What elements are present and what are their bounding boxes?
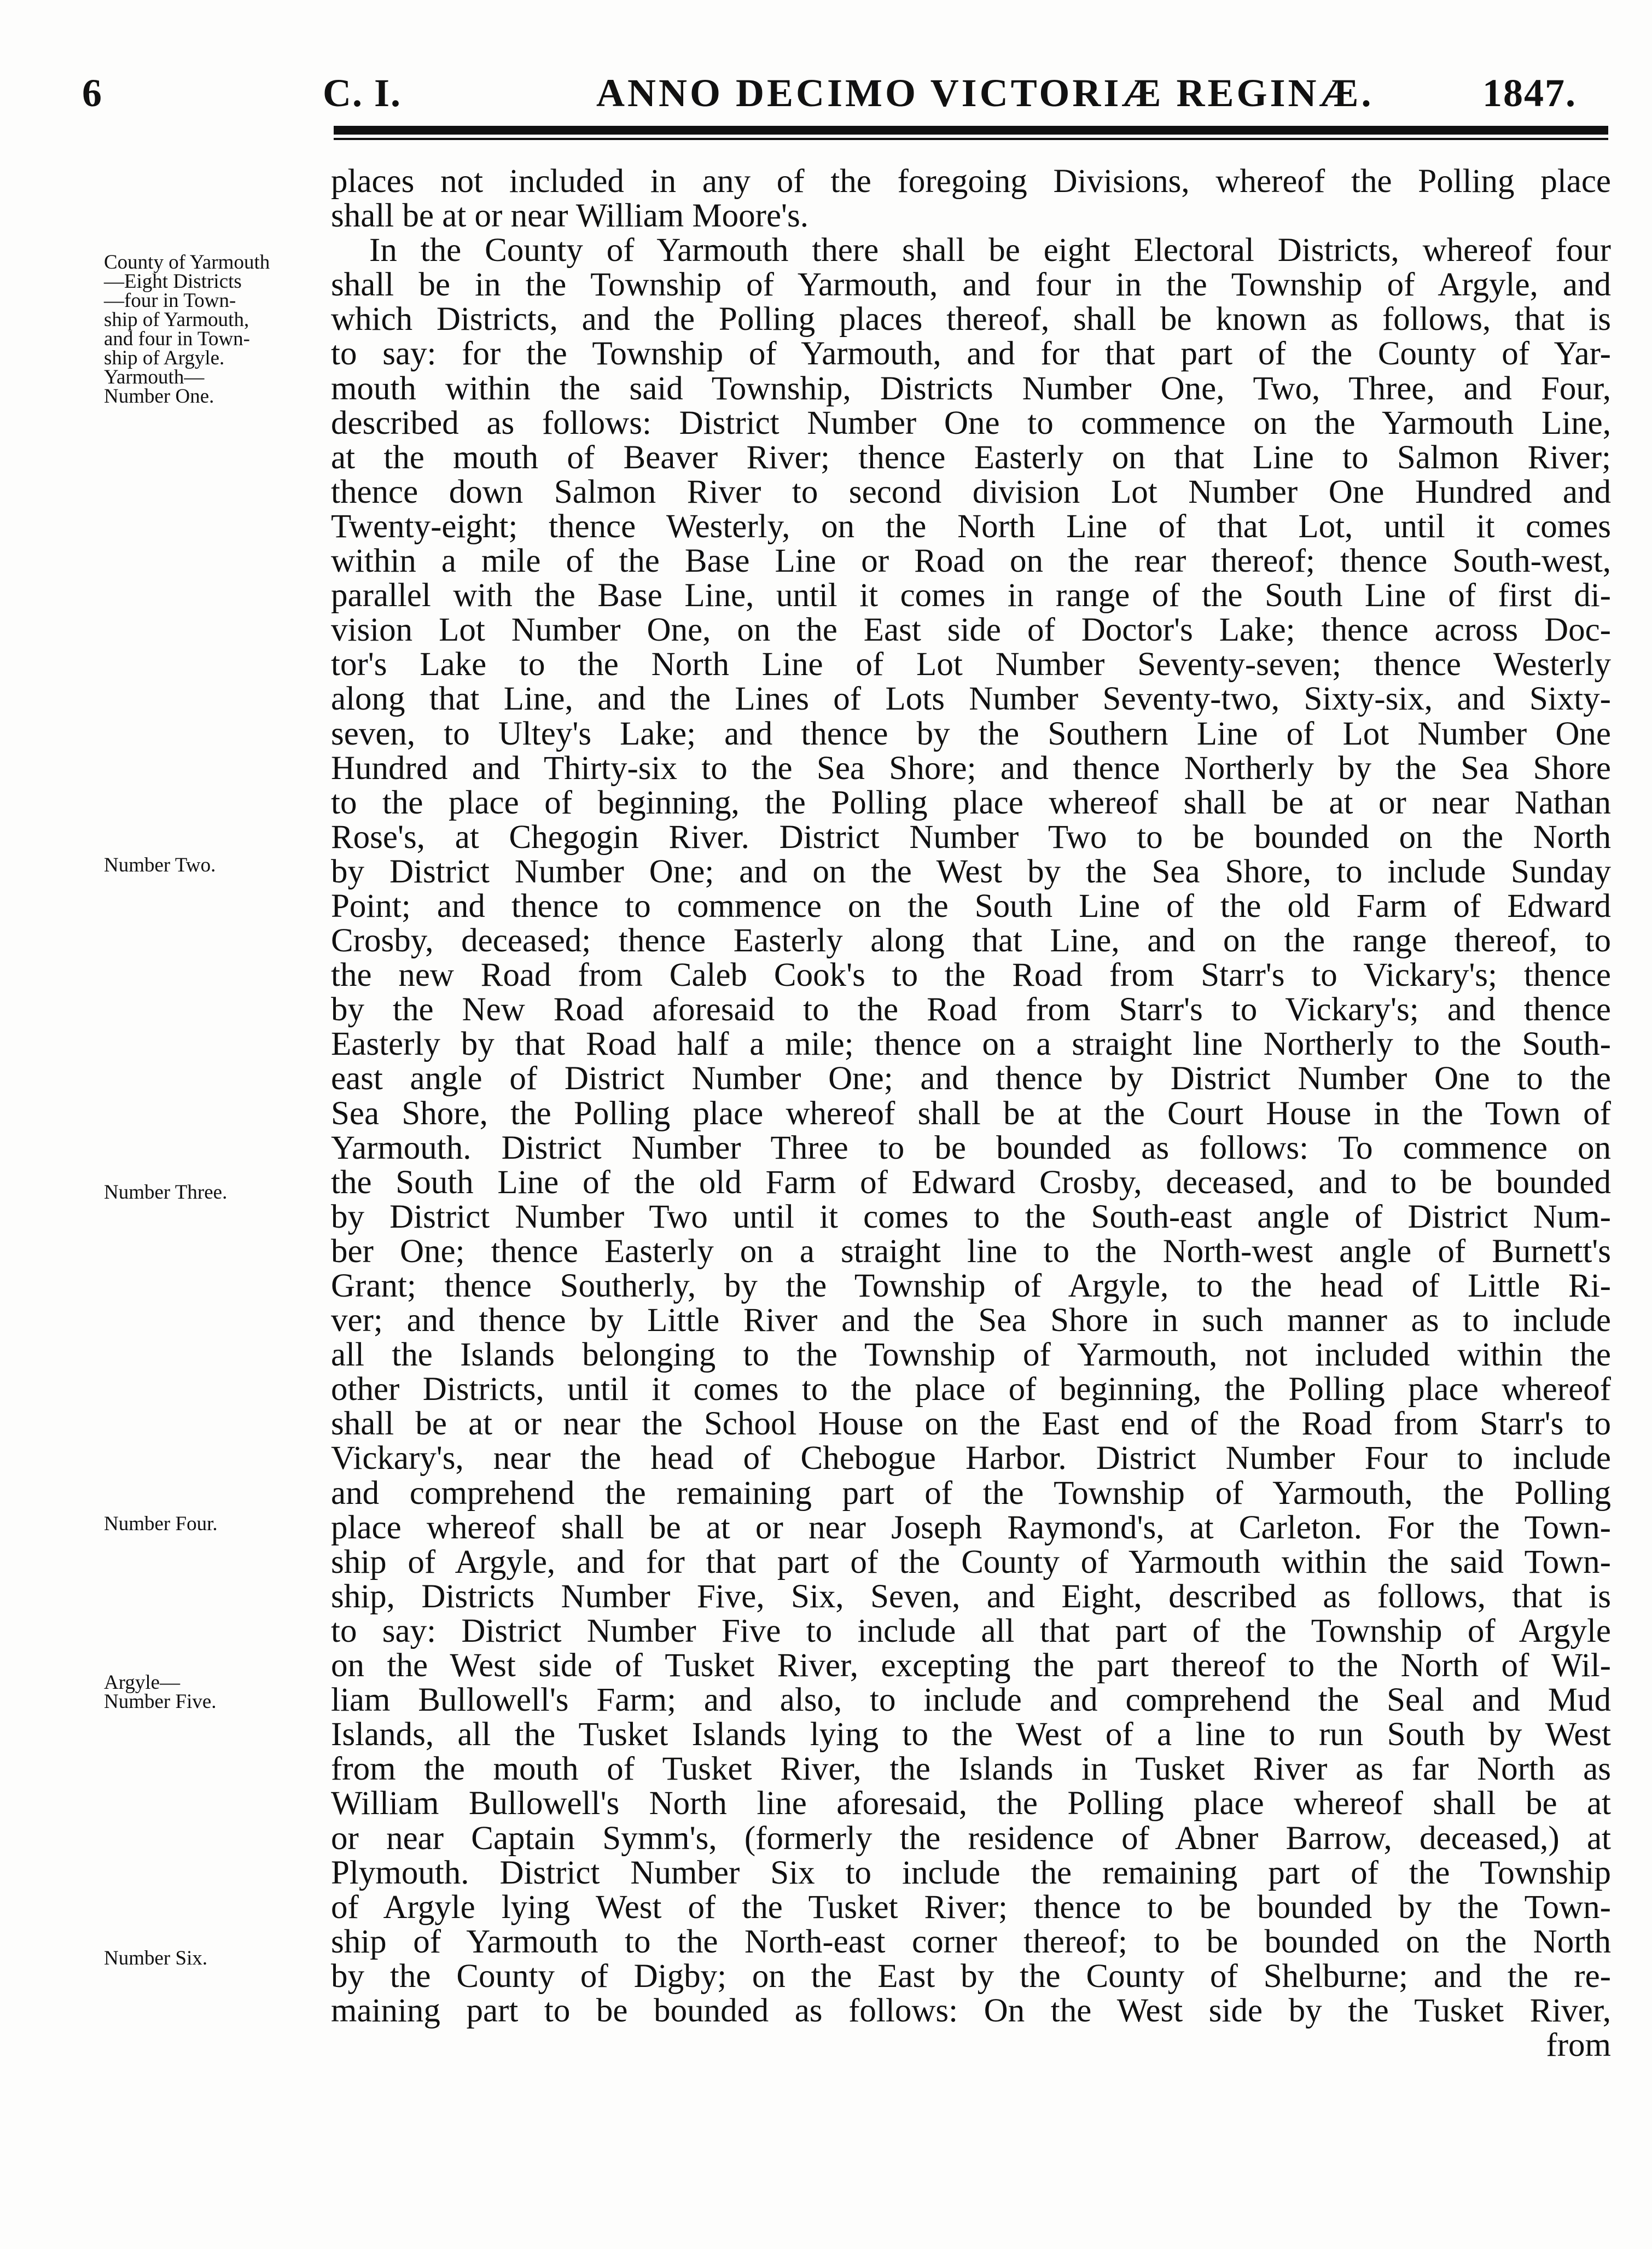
text-line: ship of Yarmouth to the North-east corner thereof; to be bounded on the North [331,1923,1611,1960]
text-line: Sea Shore, the Polling place whereof shall be at the Court House in the Town of [331,1095,1611,1132]
text-line: Point; and thence to commence on the South Line of the old Farm of Edward [331,887,1611,925]
body-text [331,164,1611,2062]
text-line: to say: for the Township of Yarmouth, and for that part of the County of Yar- [331,335,1611,373]
header-year: 1847. [1482,71,1577,115]
text-line: thence down Salmon River to second division Lot Number One Hundred and [331,473,1611,510]
text-line: Rose's, at Chegogin River. District Number Two to be bounded on the North [331,818,1611,856]
margin-notes [0,0,328,2249]
text-line: mouth within the said Township, Districts Number One, Two, Three, and Four, [331,370,1611,407]
text-line: at the mouth of Beaver River; thence Easterly on that Line to Salmon River; [331,439,1611,476]
text-line: place whereof shall be at or near Joseph Raymond's, at Carleton. For the Town- [331,1509,1611,1546]
running-title: ANNO DECIMO VICTORIÆ REGINÆ. [596,71,1374,115]
text-line: the South Line of the old Farm of Edward Crosby, deceased, and to be bounded [331,1164,1611,1201]
text-line: all the Islands belonging to the Township of Yarmouth, not included within the [331,1336,1611,1374]
text-line: maining part to be bounded as follows: On the West side by the Tusket River, [331,1992,1611,2029]
page-number: 6 [82,71,103,115]
text-line: ship of Argyle, and for that part of the County of Yarmouth within the said Town- [331,1543,1611,1580]
text-line: shall be in the Township of Yarmouth, and four in the Township of Argyle, and [331,266,1611,304]
text-line: Plymouth. District Number Six to include the remaining part of the Township [331,1854,1611,1891]
text-line: William Bullowell's North line aforesaid, the Polling place whereof shall be at [331,1785,1611,1822]
text-line: Vickary's, near the head of Chebogue Harbor. District Number Four to include [331,1440,1611,1477]
text-line: ver; and thence by Little River and the Sea Shore in such manner as to include [331,1302,1611,1339]
margin-note-argyle-number-five: Argyle— Number Five. [104,1671,217,1713]
text-line: to say: District Number Five to include all that part of the Township of Argyle [331,1612,1611,1649]
text-line: places not included in any of the foregoing Divisions, whereof the Polling place [331,163,1611,200]
text-line: by the County of Digby; on the East by the County of Shelburne; and the re- [331,1957,1611,1995]
text-line: by District Number Two until it comes to the South-east angle of District Num- [331,1198,1611,1235]
text-line: on the West side of Tusket River, excepting the part thereof to the North of Wil- [331,1647,1611,1684]
text-line: shall be at or near William Moore's. [331,197,809,235]
text-line: vision Lot Number One, on the East side of Doctor's Lake; thence across Doc- [331,612,1611,649]
text-line: which Districts, and the Polling places thereof, shall be known as follows, that is [331,301,1611,338]
text-line: Crosby, deceased; thence Easterly along that Line, and on the range thereof, to [331,922,1611,960]
text-line: the new Road from Caleb Cook's to the Road from Starr's to Vickary's; thence [331,957,1611,994]
text-line: within a mile of the Base Line or Road on the rear thereof; thence South-west, [331,543,1611,580]
text-line: by District Number One; and on the West by the Sea Shore, to include Sunday [331,853,1611,890]
header-rule-thin [334,138,1608,140]
text-line: Easterly by that Road half a mile; thence on a straight line Northerly to the South- [331,1026,1611,1063]
text-line: seven, to Ultey's Lake; and thence by the Southern Line of Lot Number One [331,715,1611,752]
text-line: tor's Lake to the North Line of Lot Number Seventy-seven; thence Westerly [331,646,1611,683]
text-line: Hundred and Thirty-six to the Sea Shore; and thence Northerly by the Sea Shore [331,749,1611,787]
text-line: ber One; thence Easterly on a straight line to the North-west angle of Burnett's [331,1233,1611,1270]
header-rule-thick [334,126,1608,135]
text-line: by the New Road aforesaid to the Road from Starr's to Vickary's; and thence [331,991,1611,1028]
text-line: Yarmouth. District Number Three to be bounded as follows: To commence on [331,1129,1611,1166]
text-line: Grant; thence Southerly, by the Township of Argyle, to the head of Little Ri- [331,1268,1611,1304]
chapter-reference: C. I. [323,71,402,115]
text-line: parallel with the Base Line, until it comes in range of the South Line of first di- [331,577,1611,614]
text-line: shall be at or near the School House on the East end of the Road from Starr's to [331,1405,1611,1443]
text-line: or near Captain Symm's, (formerly the residence of Abner Barrow, deceased,) at [331,1820,1611,1857]
text-line: along that Line, and the Lines of Lots Number Seventy-two, Sixty-six, and Sixty- [331,681,1611,718]
margin-note-number-three: Number Three. [104,1181,228,1204]
text-line: of Argyle lying West of the Tusket River; thence to be bounded by the Town- [331,1888,1611,1926]
text-line: Twenty-eight; thence Westerly, on the North Line of that Lot, until it comes [331,508,1611,545]
text-line: other Districts, until it comes to the place of beginning, the Polling place whereof [331,1371,1611,1408]
margin-note-number-six: Number Six. [104,1947,208,1969]
text-line: east angle of District Number One; and thence by District Number One to the [331,1060,1611,1097]
text-line: ship, Districts Number Five, Six, Seven, and Eight, described as follows, that is [331,1578,1611,1615]
text-line: from the mouth of Tusket River, the Islands in Tusket River as far North as [331,1751,1611,1788]
text-line: and comprehend the remaining part of the Township of Yarmouth, the Polling [331,1474,1611,1512]
text-line: Islands, all the Tusket Islands lying to the West of a line to run South by West [331,1716,1611,1753]
text-line: liam Bullowell's Farm; and also, to include and comprehend the Seal and Mud [331,1682,1611,1719]
text-line: In the County of Yarmouth there shall be eight Electoral Districts, whereof four [369,232,1611,269]
text-line: described as follows: District Number One to commence on the Yarmouth Line, [331,404,1611,441]
catchword: from [1546,2027,1611,2064]
text-line: to the place of beginning, the Polling place whereof shall be at or near Nathan [331,784,1611,821]
margin-note-number-four: Number Four. [104,1513,218,1535]
margin-note-county-yarmouth: County of Yarmouth —Eight Districts —four in Town- ship of Yarmouth, and four in Town- ship of Argyle. Yarmouth— Number One. [104,251,270,408]
margin-note-number-two: Number Two. [104,854,216,876]
